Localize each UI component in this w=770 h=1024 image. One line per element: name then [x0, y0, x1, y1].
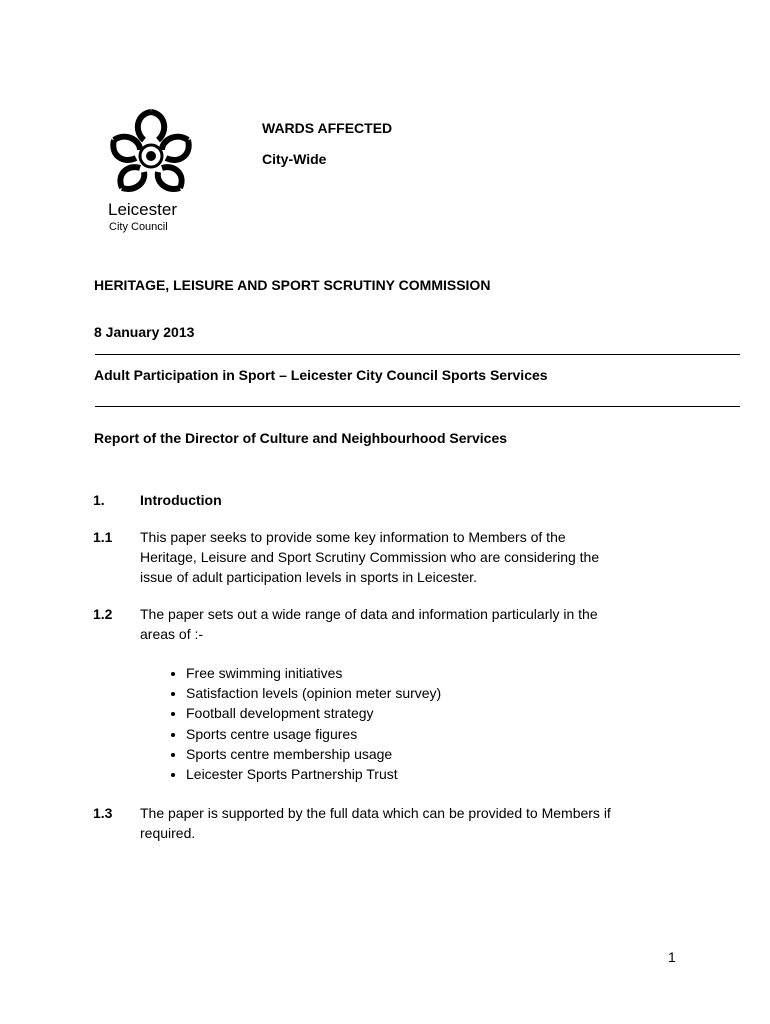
report-author: Report of the Director of Culture and Neighbourhood Services: [94, 430, 508, 446]
paragraph-line: Heritage, Leisure and Sport Scrutiny Commission who are considering the: [140, 549, 600, 565]
meeting-date: 8 January 2013: [94, 324, 195, 340]
logo-name: Leicester: [108, 200, 177, 219]
council-logo: [96, 100, 206, 240]
paragraph-1-1: [140, 527, 700, 587]
paragraph-1-3: [140, 803, 700, 843]
paragraph-number: 1.3: [93, 805, 113, 821]
paragraph-line: The paper is supported by the full data which can be provided to Members if: [140, 805, 611, 821]
list-item: • Sports centre membership usage: [186, 744, 686, 764]
paragraph-line: This paper seeks to provide some key information to Members of the: [140, 529, 566, 545]
list-item: • Football development strategy: [186, 703, 686, 723]
list-item: • Satisfaction levels (opinion meter survey): [186, 683, 686, 703]
list-item: • Leicester Sports Partnership Trust: [186, 764, 686, 784]
wards-affected-value: City-Wide: [262, 151, 327, 167]
leicester-rose-icon: [96, 100, 206, 198]
paragraph-line: areas of :-: [140, 626, 204, 642]
areas-list: [160, 663, 686, 784]
paragraph-number: 1.1: [93, 529, 113, 545]
paragraph-number: 1.2: [93, 606, 113, 622]
paragraph-line: The paper sets out a wide range of data and information particularly in the: [140, 606, 598, 622]
wards-affected-label: WARDS AFFECTED: [262, 120, 393, 136]
report-title: Adult Participation in Sport – Leicester City Council Sports Services: [94, 367, 548, 383]
list-item: • Sports centre usage figures: [186, 724, 686, 744]
page-number: 1: [668, 949, 676, 965]
commission-title: HERITAGE, LEISURE AND SPORT SCRUTINY COMMISSION: [94, 277, 491, 293]
list-item: • Free swimming initiatives: [186, 663, 686, 683]
paragraph-line: issue of adult participation levels in sports in Leicester.: [140, 569, 477, 585]
logo-subtitle: City Council: [109, 221, 168, 233]
divider-bottom: [95, 406, 740, 407]
paragraph-line: required.: [140, 825, 196, 841]
divider-top: [95, 354, 740, 355]
section-number: 1.: [93, 492, 105, 508]
paragraph-1-2: [140, 604, 700, 644]
section-heading: Introduction: [140, 492, 222, 508]
